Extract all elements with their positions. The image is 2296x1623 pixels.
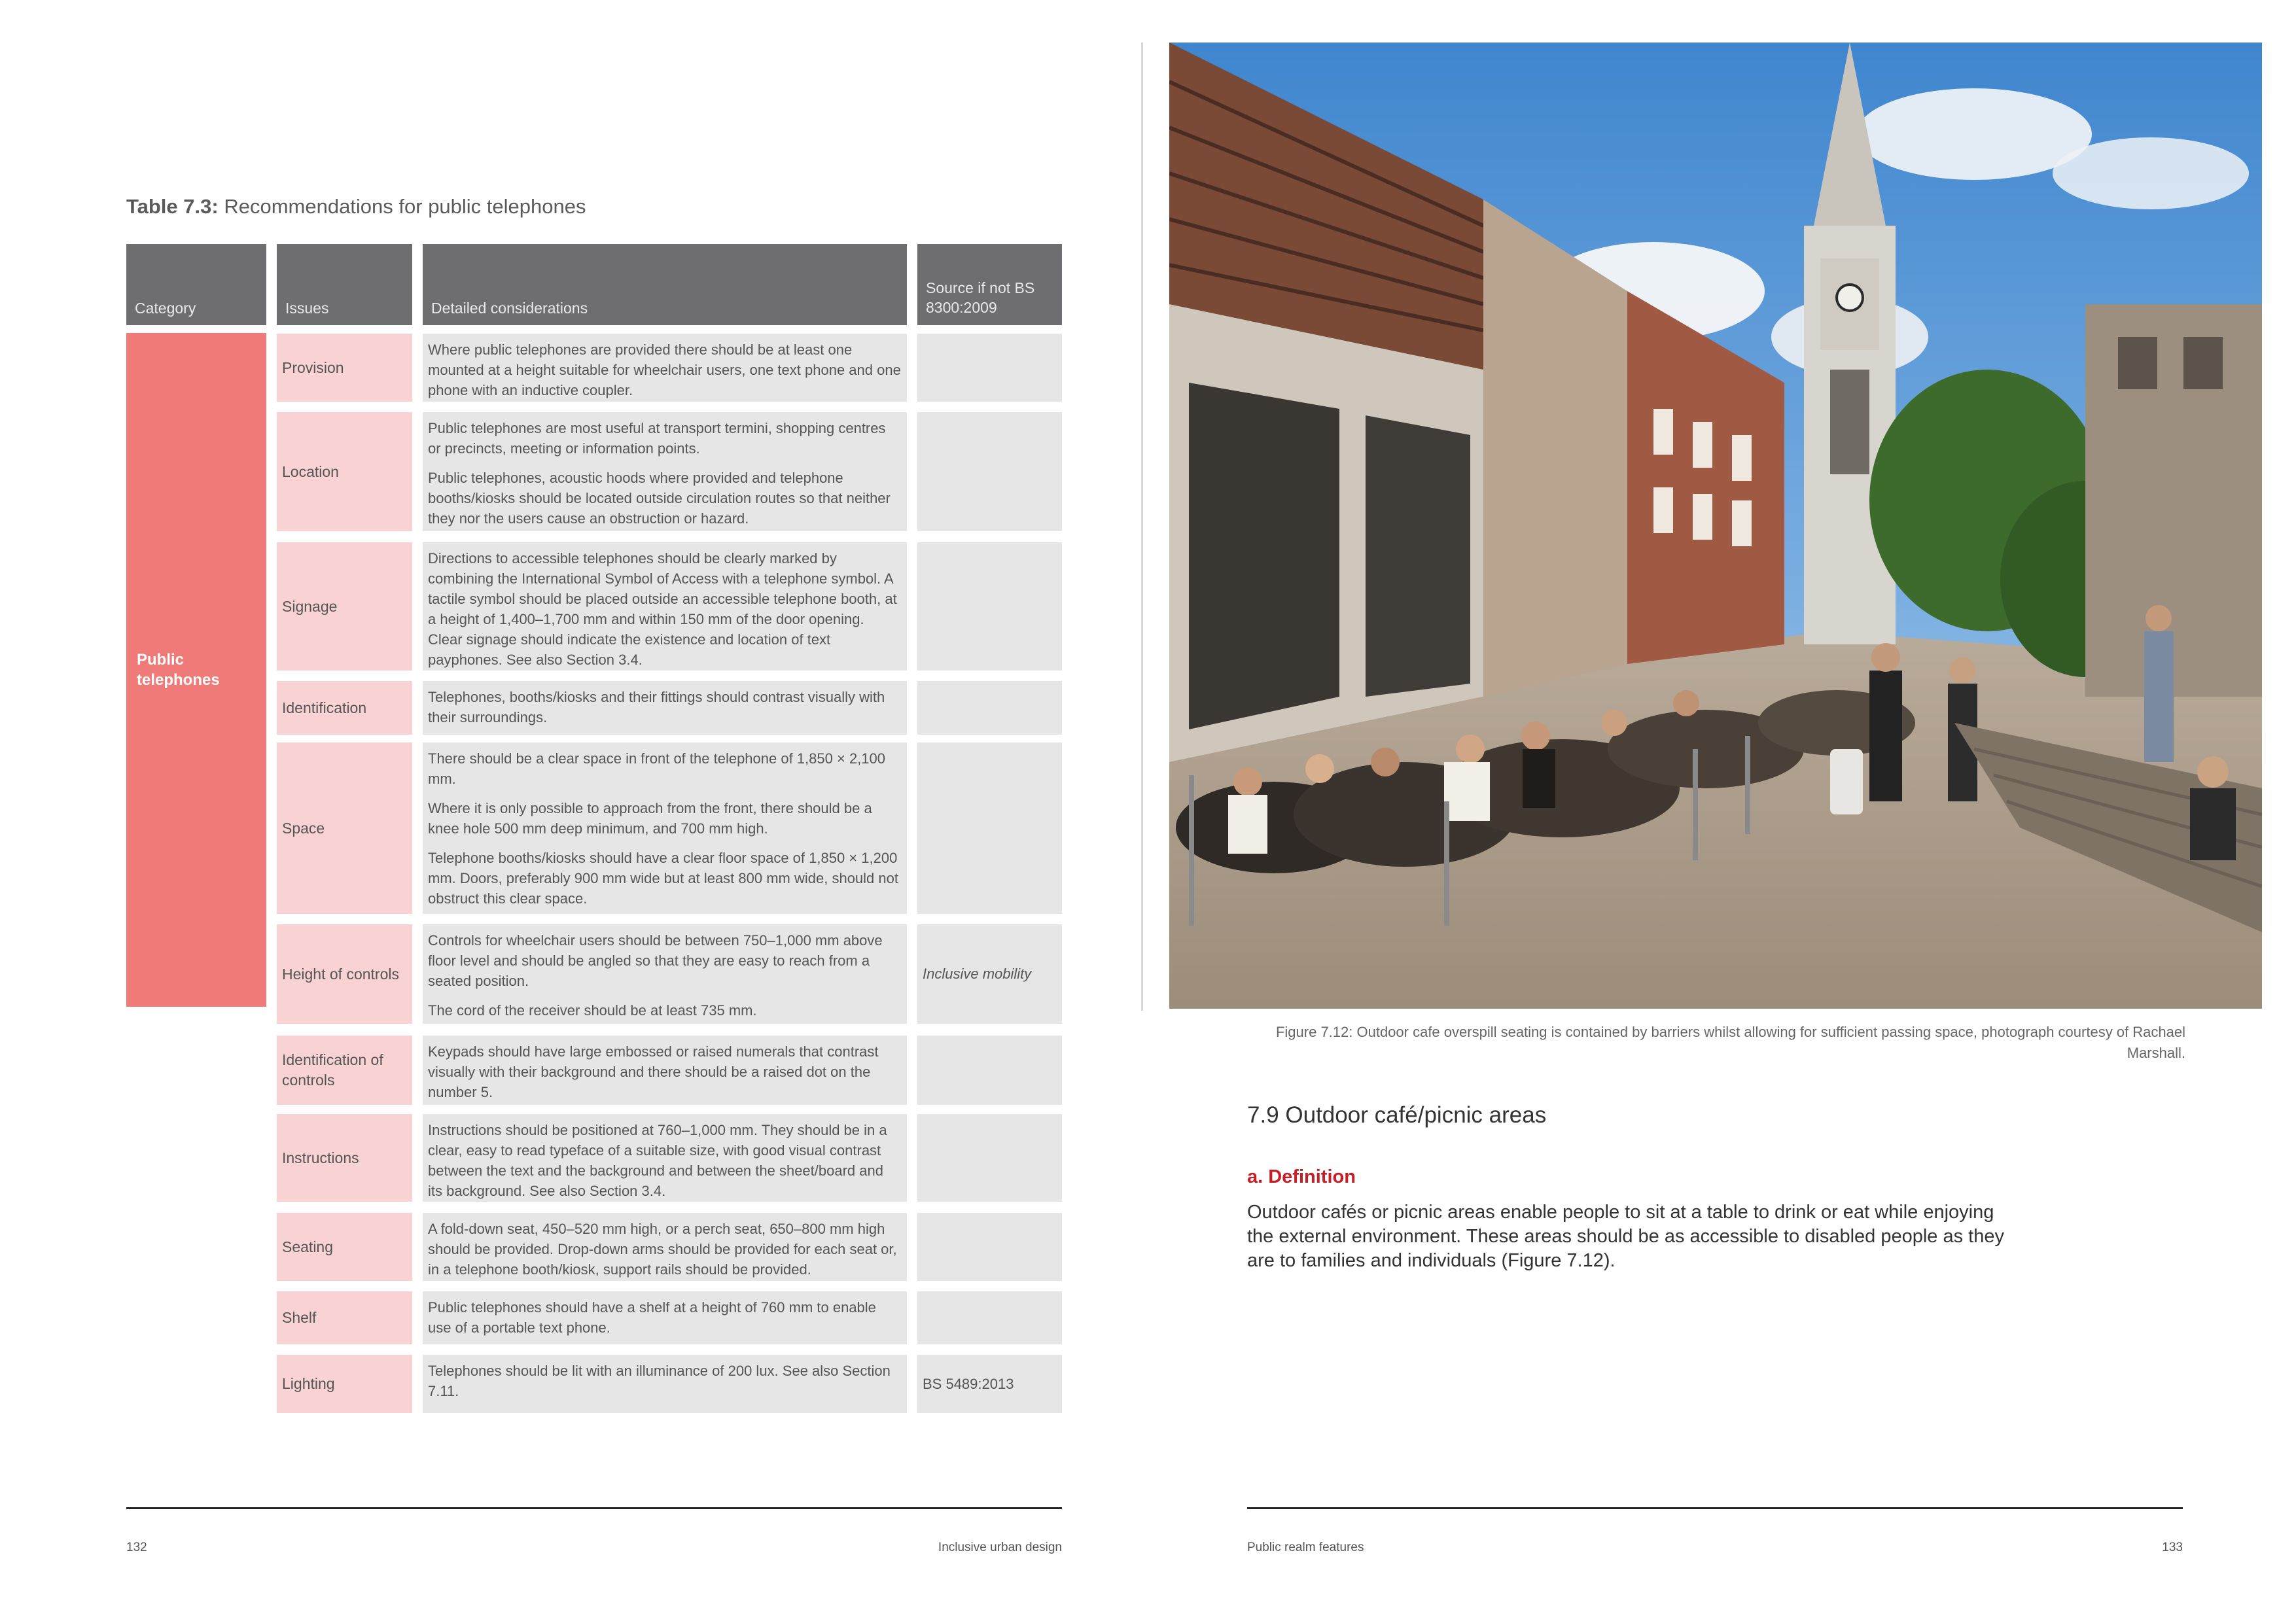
table-row — [126, 542, 1062, 671]
detail-cell — [423, 742, 907, 914]
page-number: 132 — [126, 1541, 147, 1554]
source-cell — [917, 1114, 1062, 1202]
detail-paragraph: Public telephones are most useful at transport termini, shopping centres or precincts, meeting or information points. — [428, 420, 886, 457]
detail-paragraph: Keypads should have large embossed or raised numerals that contrast visually with their background and there should be a raised dot on the number 5. — [428, 1043, 879, 1100]
detail-paragraph: Telephone booths/kiosks should have a clear floor space of 1,850 × 1,200 mm. Doors, preferably 900 mm wide but at least 800 mm wide, should not obstruct this clear space. — [428, 850, 898, 907]
issue-cell: Instructions — [277, 1114, 412, 1202]
footer-rule — [126, 1507, 1062, 1509]
source-cell — [917, 1213, 1062, 1281]
cafe-photo — [1169, 43, 2262, 1009]
detail-cell — [423, 1291, 907, 1344]
detail-paragraph: Where public telephones are provided there should be at least one mounted at a height suitable for wheelchair users, one text phone and one phone with an inductive coupler. — [428, 341, 901, 398]
issue-cell: Signage — [277, 542, 412, 671]
table-row — [126, 924, 1062, 1024]
issue-cell: Identification of controls — [277, 1036, 412, 1105]
source-cell — [917, 412, 1062, 531]
header-source: Source if not BS 8300:2009 — [917, 244, 1062, 325]
body-paragraph: Outdoor cafés or picnic areas enable people to sit at a table to drink or eat while enjoying the external environment. These areas should be as accessible to disabled people as they are to families and individuals (Figure 7.12). — [1247, 1202, 2004, 1271]
page-number-right: 133 — [2162, 1541, 2183, 1554]
issue-cell: Height of controls — [277, 924, 412, 1024]
detail-paragraph: Telephones should be lit with an illuminance of 200 lux. See also Section 7.11. — [428, 1363, 891, 1399]
detail-paragraph: Instructions should be positioned at 760–1,000 mm. They should be in a clear, easy to read typeface of a suitable size, with good visual contrast between the text and the background and between the sheet/board and its background. See also Section 3.4. — [428, 1122, 887, 1199]
table-row — [126, 412, 1062, 531]
issue-cell: Identification — [277, 681, 412, 735]
issue-cell: Shelf — [277, 1291, 412, 1344]
table-row — [126, 1036, 1062, 1105]
detail-cell — [423, 1036, 907, 1105]
detail-paragraph: Public telephones, acoustic hoods where provided and telephone booths/kiosks should be located outside circulation routes so that neither they nor the users cause an obstruction or hazard. — [428, 470, 891, 527]
detail-paragraph: The cord of the receiver should be at least 735 mm. — [428, 1002, 757, 1019]
table-row — [126, 1291, 1062, 1344]
detail-paragraph: Public telephones should have a shelf at a height of 760 mm to enable use of a portable text phone. — [428, 1299, 876, 1336]
issue-cell: Seating — [277, 1213, 412, 1281]
table-row — [126, 1355, 1062, 1413]
footer-rule-right — [1247, 1507, 2183, 1509]
section-title: 7.9 Outdoor café/picnic areas — [1247, 1102, 1547, 1128]
figure-caption: Figure 7.12: Outdoor cafe overspill seating is contained by barriers whilst allowing for sufficient passing space, photograph courtesy of Rachael Marshall. — [1275, 1024, 2185, 1061]
table-row — [126, 742, 1062, 914]
detail-cell — [423, 681, 907, 735]
category-cell: Public telephones — [126, 333, 266, 1007]
running-title: Inclusive urban design — [938, 1541, 1062, 1554]
table-row — [126, 1114, 1062, 1202]
source-cell — [917, 542, 1062, 671]
detail-paragraph: Directions to accessible telephones should be clearly marked by combining the International Symbol of Access with a telephone symbol. A tactile symbol should be placed outside an accessible telephone booth, at a height of 1,400–1,700 mm and within 150 mm of the door opening. Clear signage should indicate the existence and location of text payphones. See also Section 3.4. — [428, 550, 897, 668]
detail-paragraph: Where it is only possible to approach from the front, there should be a knee hole 500 mm deep minimum, and 700 mm high. — [428, 800, 872, 837]
source-cell — [917, 1291, 1062, 1344]
detail-cell — [423, 334, 907, 402]
table-row — [126, 334, 1062, 402]
detail-cell — [423, 412, 907, 531]
source-cell — [917, 742, 1062, 914]
issue-cell: Provision — [277, 334, 412, 402]
gutter-divider — [1141, 43, 1143, 1011]
detail-paragraph: Controls for wheelchair users should be between 750–1,000 mm above floor level and should be angled so that they are easy to reach from a seated position. — [428, 932, 883, 989]
table-row — [126, 1213, 1062, 1281]
issue-cell: Lighting — [277, 1355, 412, 1413]
source-cell — [917, 681, 1062, 735]
detail-cell — [423, 542, 907, 671]
source-cell — [917, 1036, 1062, 1105]
detail-paragraph: There should be a clear space in front of the telephone of 1,850 × 2,100 mm. — [428, 750, 885, 787]
detail-cell — [423, 1213, 907, 1281]
source-cell — [917, 334, 1062, 402]
detail-paragraph: Telephones, booths/kiosks and their fittings should contrast visually with their surroundings. — [428, 689, 885, 725]
issue-cell: Location — [277, 412, 412, 531]
header-category: Category — [126, 244, 266, 325]
header-issues: Issues — [277, 244, 412, 325]
running-title-right: Public realm features — [1247, 1541, 1364, 1554]
source-cell: Inclusive mobility — [917, 924, 1062, 1024]
issue-cell: Space — [277, 742, 412, 914]
table-title: Table 7.3: Recommendations for public telephones — [126, 195, 586, 218]
source-cell: BS 5489:2013 — [917, 1355, 1062, 1413]
table-row — [126, 681, 1062, 735]
detail-paragraph: A fold-down seat, 450–520 mm high, or a perch seat, 650–800 mm high should be provided. Drop-down arms should be provided for each seat or, in a telephone booth/kiosk, support rails should be provided. — [428, 1221, 897, 1278]
detail-cell — [423, 1114, 907, 1202]
detail-cell — [423, 924, 907, 1024]
detail-cell — [423, 1355, 907, 1413]
header-details: Detailed considerations — [423, 244, 907, 325]
sub-heading: a. Definition — [1247, 1166, 1356, 1187]
